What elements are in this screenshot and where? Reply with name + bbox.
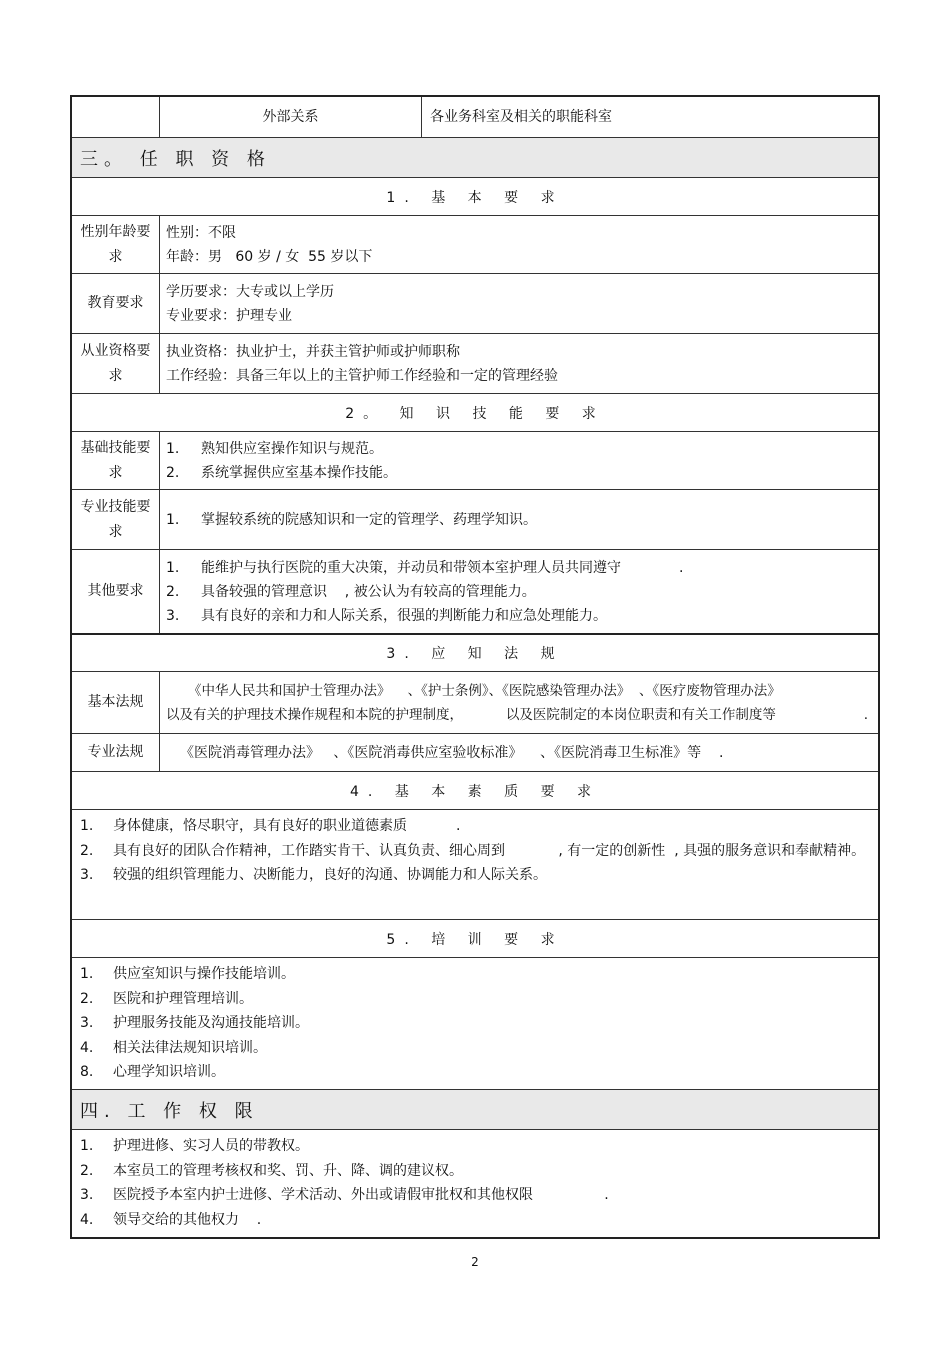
external-relations-value: 各业务科室及相关的职能科室: [430, 109, 612, 125]
gender-line: 性别：不限: [166, 224, 236, 241]
list-item: 2. 具有良好的团队合作精神，工作踏实肯干、认真负责、细心周到 , 有一定的创新性 , 具强的服务意识和奉献精神。: [80, 842, 866, 859]
list-item: 2. 医院和护理管理培训。: [80, 990, 253, 1007]
professional-skills-row: [72, 489, 878, 549]
education-label: 教育要求: [72, 274, 160, 333]
list-item: 3. 医院授予本室内护士进修、学术活动、外出或请假审批权和其他权限 .: [80, 1187, 609, 1203]
professional-regulations-row: [72, 733, 878, 771]
degree-line: 学历要求：大专或以上学历: [166, 283, 334, 300]
other-requirements-label: 其他要求: [72, 550, 160, 633]
license-line: 执业资格：执业护士，并获主管护师或护师职称: [166, 343, 460, 360]
list-item: 1. 护理进修、实习人员的带教权。: [80, 1138, 309, 1154]
list-item: 1. 熟知供应室操作知识与规范。: [166, 440, 383, 457]
regulations-title: 3. 应 知 法 规: [72, 633, 878, 671]
list-item: 1. 身体健康，恪尽职守，具有良好的职业道德素质 .: [80, 818, 461, 834]
professional-skills-value: [160, 490, 878, 549]
quality-list: [72, 809, 878, 919]
list-item: 8. 心理学知识培训。: [80, 1064, 225, 1080]
professional-skills-label: 专业技能要求: [72, 490, 160, 549]
other-requirements-value: [160, 550, 878, 633]
list-item: 4. 相关法律法规知识培训。: [80, 1039, 267, 1056]
basic-regulations-label: 基本法规: [72, 672, 160, 733]
major-line: 专业要求：护理专业: [166, 307, 292, 324]
experience-line: 工作经验：具备三年以上的主管护师工作经验和一定的管理经验: [166, 367, 558, 384]
basic-skills-label: 基础技能要求: [72, 432, 160, 489]
list-item: 3. 护理服务技能及沟通技能培训。: [80, 1015, 309, 1031]
professional-regulations-value: 《医院消毒管理办法》 、《医院消毒供应室验收标准》 、《医院消毒卫生标准》等 .: [180, 744, 724, 761]
gender-age-row: [72, 215, 878, 273]
section-qualifications-title: 三。 任 职 资 格: [72, 137, 878, 177]
gender-age-value: [160, 216, 878, 273]
list-item: 2. 具备较强的管理意识 , 被公认为有较高的管理能力。: [166, 583, 536, 600]
list-item: 2. 系统掌握供应室基本操作技能。: [166, 464, 397, 481]
page-number: 2: [471, 1255, 479, 1269]
gender-age-label: 性别年龄要求: [72, 216, 160, 273]
education-row: [72, 273, 878, 333]
basic-skills-value: [160, 432, 878, 489]
list-item: 3. 具有良好的亲和力和人际关系，很强的判断能力和应急处理能力。: [166, 607, 607, 624]
job-description-table: [70, 95, 880, 1239]
list-item: 1. 供应室知识与操作技能培训。: [80, 966, 295, 982]
basic-regulations-row: [72, 671, 878, 733]
qualification-label: 从业资格要求: [72, 334, 160, 393]
quality-title: 4. 基 本 素 质 要 求: [72, 771, 878, 809]
professional-regulations-label: 专业法规: [72, 734, 160, 771]
regulations-line-2: 以及有关的护理技术操作规程和本院的护理制度， 以及医院制定的本岗位职责和有关工作制度等 .: [166, 706, 868, 723]
blank-cell: [72, 97, 160, 137]
section-authority-title: 四. 工 作 权 限: [72, 1089, 878, 1129]
training-list: [72, 957, 878, 1089]
list-item: 1. 掌握较系统的院感知识和一定的管理学、药理学知识。: [166, 511, 537, 528]
list-item: 2. 本室员工的管理考核权和奖、罚、升、降、调的建议权。: [80, 1162, 463, 1179]
list-item: 3. 较强的组织管理能力、决断能力，良好的沟通、协调能力和人际关系。: [80, 867, 547, 883]
age-line: 年龄：男 60 岁 / 女 55 岁以下: [166, 248, 373, 265]
external-relations-row: [72, 97, 878, 137]
basic-regulations-value: [160, 672, 878, 733]
basic-requirements-title: 1. 基 本 要 求: [72, 177, 878, 215]
list-item: 4. 领导交给的其他权力 .: [80, 1211, 262, 1228]
qualification-row: [72, 333, 878, 393]
training-title: 5. 培 训 要 求: [72, 919, 878, 957]
basic-skills-row: [72, 431, 878, 489]
list-item: 1. 能维护与执行医院的重大决策，并动员和带领本室护理人员共同遵守 .: [166, 559, 684, 576]
regulations-line-1: 《中华人民共和国护士管理办法》 、《护士条例》、《医院感染管理办法》 、《医疗废物管理办法》: [188, 682, 781, 699]
authority-list: [72, 1129, 878, 1237]
other-requirements-row: [72, 549, 878, 633]
education-value: [160, 274, 878, 333]
skills-title: 2。 知 识 技 能 要 求: [72, 393, 878, 431]
external-relations-label: 外部关系: [160, 97, 422, 137]
qualification-value: [160, 334, 878, 393]
